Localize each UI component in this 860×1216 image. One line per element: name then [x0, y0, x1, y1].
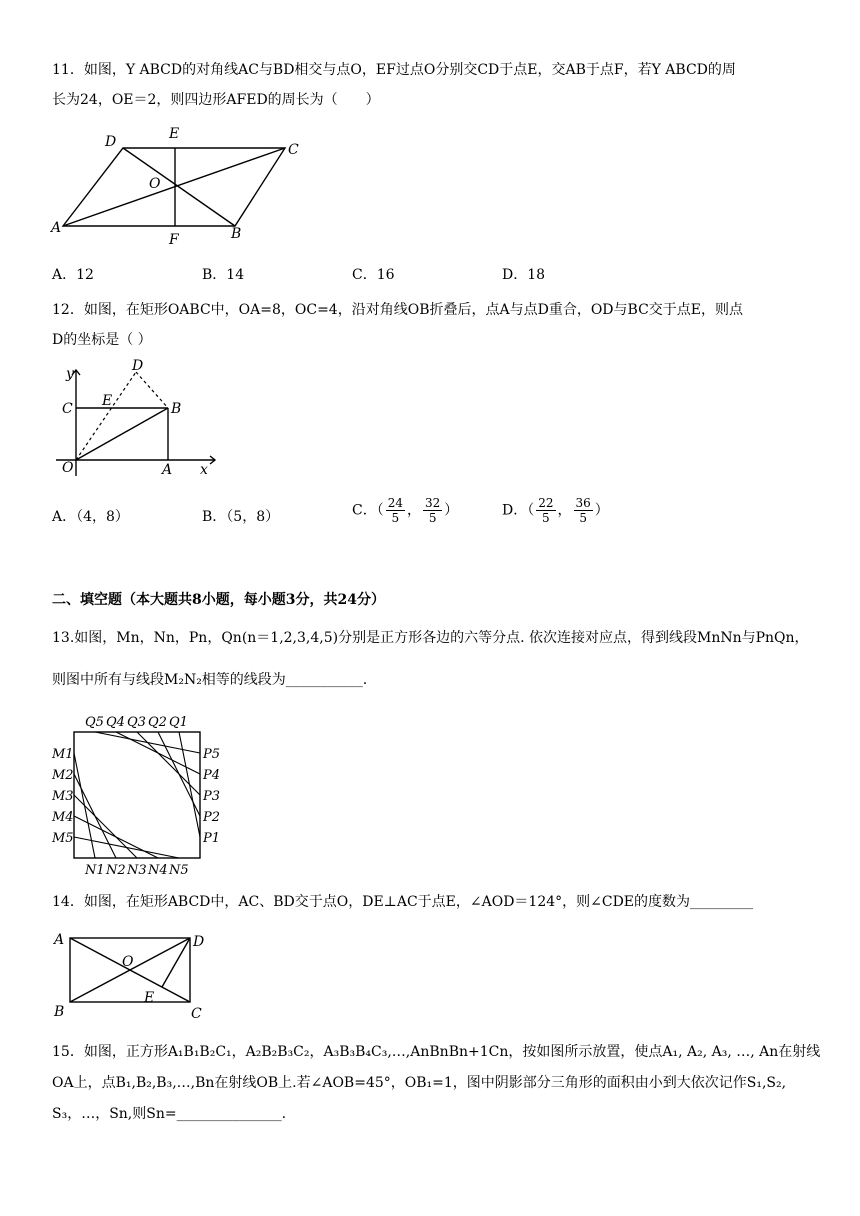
q14-label-E: E [144, 990, 155, 1006]
q13-label-q4: Q4 [106, 715, 125, 730]
q12-option-d-n1: 22 [538, 496, 554, 510]
q13-label-m4: M4 [52, 810, 74, 825]
q11-option-a[interactable]: A．12 [52, 267, 94, 283]
q14-label-B: B [54, 1004, 65, 1020]
q12-option-d-d1: 5 [542, 511, 550, 525]
q12-line1: 12．如图，在矩形OABC中，OA=8，OC=4，沿对角线OB折叠后，点A与点D重合，OD与BC交于点E，则点 [52, 302, 743, 318]
q15-line2: OA上，点B₁,B₂,B₃,…,Bn在射线OB上.若∠AOB=45°，OB₁=1，图中阴影部分三角形的面积由小到大依次记作S₁,S₂, [52, 1075, 787, 1091]
q13-segment-mn-3 [74, 795, 137, 858]
q13-label-m1: M1 [52, 747, 74, 762]
q12-label-B: B [171, 401, 182, 417]
q11-option-d[interactable]: D．18 [502, 267, 546, 283]
q13-label-q5: Q5 [85, 715, 104, 730]
q12-option-d-d2: 5 [579, 511, 587, 525]
q13-label-m5: M5 [52, 831, 74, 846]
q11-label-F: F [169, 232, 179, 248]
q12-label-C: C [62, 401, 73, 417]
q13-segment-mn-5 [74, 837, 179, 858]
q12-rectangle-figure [50, 358, 230, 478]
q12-option-c-d1: 5 [391, 511, 400, 525]
q12-option-d-prefix: D．（ [502, 502, 535, 519]
q13-label-n2: N2 [106, 863, 126, 878]
q12-option-d-frac1 [536, 496, 555, 525]
q13-square-figure [50, 708, 230, 878]
q14-label-C: C [191, 1006, 202, 1022]
q15-line3: S₃，…，Sn,则Sn=_______________. [52, 1106, 287, 1122]
q14-label-O: O [122, 954, 134, 970]
q13-label-n5: N5 [169, 863, 189, 878]
q15-line1: 15．如图，正方形A₁B₁B₂C₁，A₂B₂B₃C₂，A₃B₃B₄C₃,…,AnBnBn+1Cn，按如图所示放置，使点A₁, A₂, A₃, …, An在射线 [52, 1044, 821, 1060]
q13-segment-pq-3 [137, 732, 200, 795]
q12-label-y: y [66, 366, 74, 382]
q12-option-d-suffix: ） [594, 502, 609, 519]
q12-option-a[interactable]: A．（4，8） [52, 509, 129, 525]
q12-option-c-prefix: C．（ [352, 502, 384, 519]
q12-option-c-frac1 [386, 496, 405, 525]
section-2-heading: 二、填空题（本大题共8小题，每小题3分，共24分） [52, 592, 385, 608]
q12-option-c-n2: 32 [425, 496, 441, 510]
q12-label-O: O [62, 460, 74, 476]
q13-label-q1: Q1 [169, 715, 188, 730]
q11-option-b[interactable]: B．14 [202, 267, 245, 283]
q11-label-C: C [288, 142, 299, 158]
q12-label-x: x [200, 462, 208, 478]
q11-label-O: O [149, 176, 161, 192]
q13-label-n4: N4 [148, 863, 168, 878]
q13-label-n1: N1 [85, 863, 105, 878]
q12-option-b[interactable]: B．（5，8） [202, 509, 280, 525]
q14-label-D: D [193, 934, 205, 950]
q12-option-c-frac2 [423, 496, 442, 525]
q12-option-c-n1: 24 [387, 496, 403, 510]
q12-option-c-d2: 5 [428, 511, 437, 525]
q13-label-p2: P2 [203, 810, 221, 825]
q13-label-m3: M3 [52, 789, 74, 804]
q13-line1: 13.如图，Mn，Nn，Pn，Qn(n＝1,2,3,4,5)分别是正方形各边的六等分点. 依次连接对应点，得到线段MnNn与PnQn， [52, 630, 809, 646]
q13-label-p4: P4 [203, 768, 221, 783]
q11-option-c[interactable]: C．16 [352, 267, 395, 283]
q13-label-p5: P5 [203, 747, 221, 762]
q12-option-d[interactable] [502, 496, 609, 525]
q11-line1: 11．如图，Y ABCD的对角线AC与BD相交与点O，EF过点O分别交CD于点E，交AB于点F，若Y ABCD的周 [52, 62, 736, 78]
q13-label-q2: Q2 [148, 715, 167, 730]
q13-label-q3: Q3 [127, 715, 146, 730]
q11-label-E: E [169, 126, 180, 142]
q13-label-m2: M2 [52, 768, 74, 783]
q12-label-A: A [162, 462, 173, 478]
q12-line2: D的坐标是（ ） [52, 332, 152, 348]
q11-parallelogram-figure [45, 118, 315, 248]
q11-line2: 长为24，OE＝2，则四边形AFED的周长为（ ） [52, 92, 380, 108]
q13-label-p1: P1 [203, 831, 221, 846]
q12-option-c-suffix: ） [444, 502, 459, 519]
q12-label-E: E [102, 393, 113, 409]
q12-option-c[interactable] [352, 496, 458, 525]
q13-label-p3: P3 [203, 789, 221, 804]
q12-option-d-n2: 36 [575, 496, 591, 510]
q14-line1: 14．如图，在矩形ABCD中，AC、BD交于点O，DE⊥AC于点E，∠AOD＝124°，则∠CDE的度数为_________ [52, 894, 754, 910]
q11-label-B: B [231, 226, 242, 242]
q13-label-n3: N3 [127, 863, 147, 878]
q12-option-d-sep: ， [557, 502, 572, 519]
q11-label-D: D [105, 134, 117, 150]
q11-label-A: A [51, 220, 62, 236]
q12-option-c-sep: ， [407, 502, 421, 519]
q14-rectangle-figure [50, 928, 220, 1024]
q12-label-D: D [132, 358, 144, 374]
q14-label-A: A [54, 932, 65, 948]
q13-line2: 则图中所有与线段M₂N₂相等的线段为___________. [52, 672, 368, 688]
q13-segment-pq-5 [95, 732, 200, 753]
q12-option-d-frac2 [574, 496, 593, 525]
